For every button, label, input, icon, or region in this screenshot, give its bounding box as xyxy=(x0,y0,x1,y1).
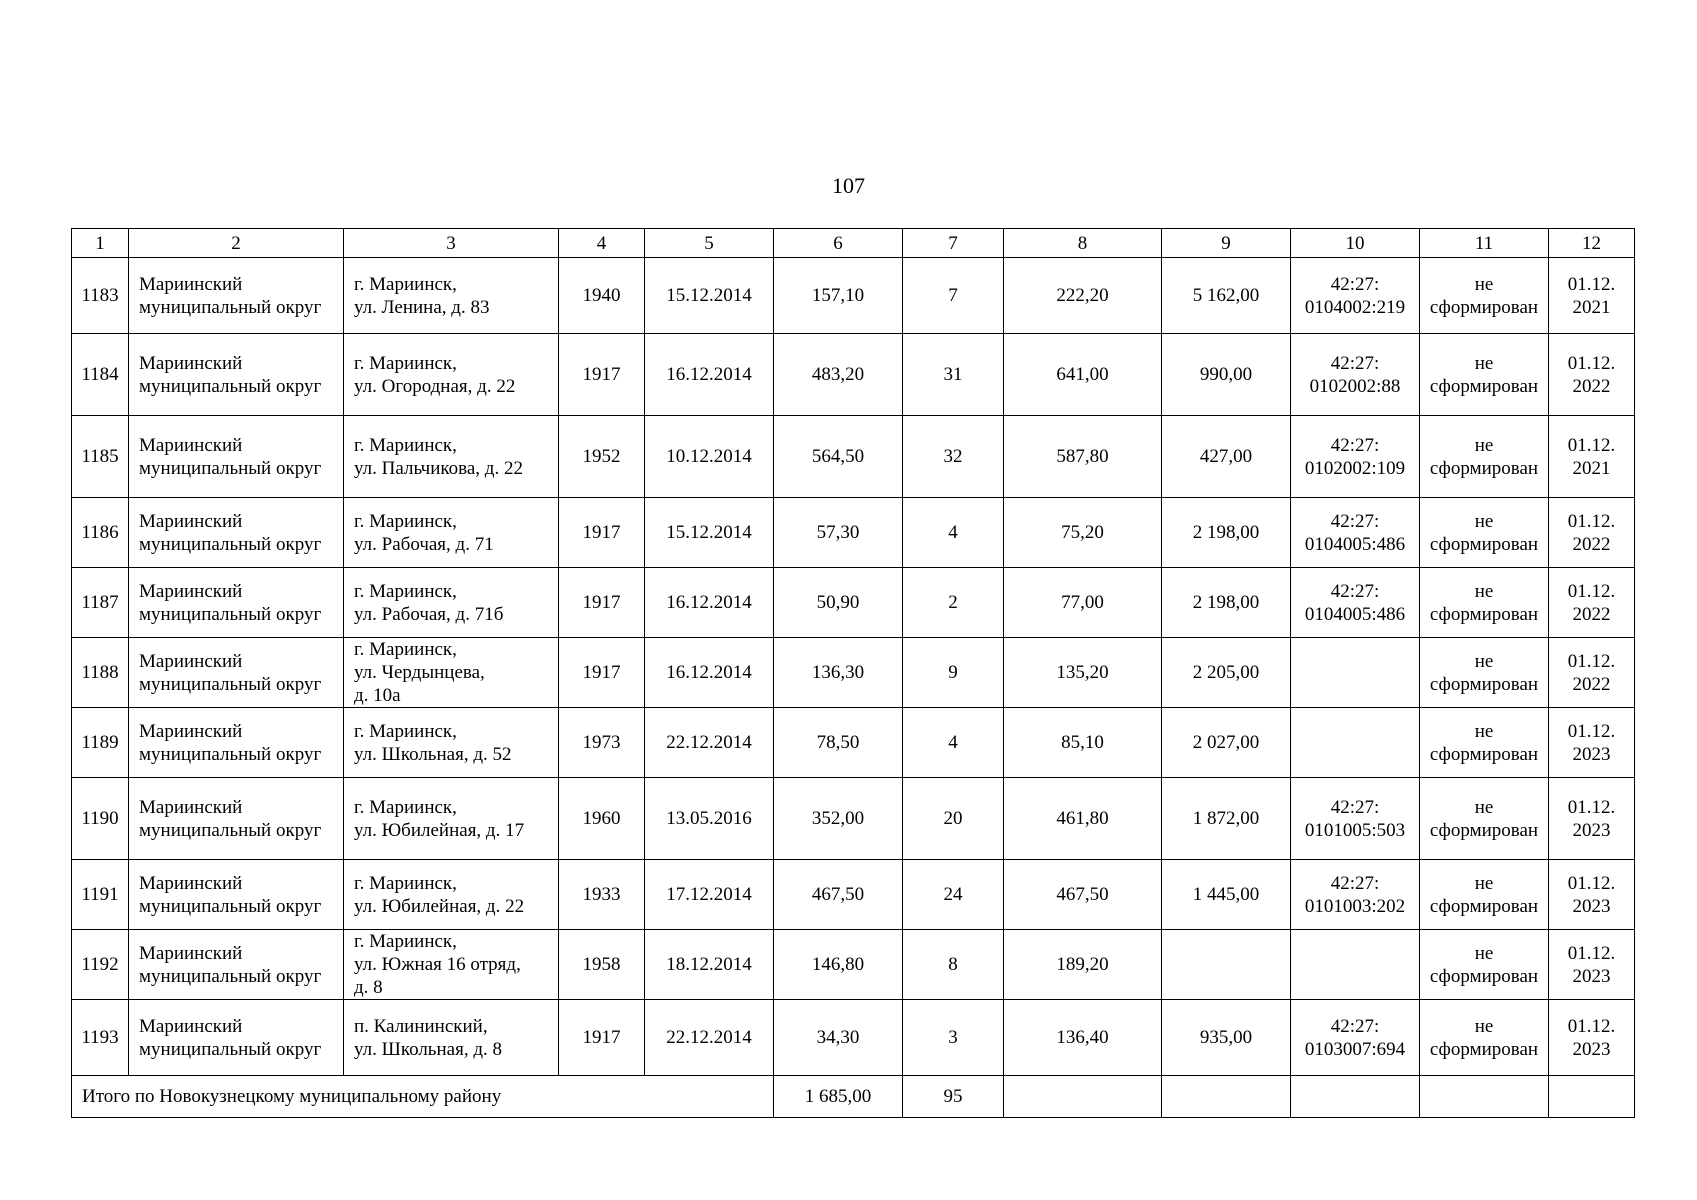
cadastre-cell xyxy=(1291,258,1420,334)
cadastre-cell xyxy=(1291,334,1420,416)
area-cell: 157,10 xyxy=(774,258,903,334)
cadastre-cell xyxy=(1291,1000,1420,1076)
term-line: 2021 xyxy=(1572,457,1611,479)
term-line: 01.12. xyxy=(1567,650,1616,672)
table-row xyxy=(72,638,1635,708)
table-row xyxy=(72,1000,1635,1076)
date-cell: 10.12.2014 xyxy=(645,416,774,498)
term-line: 2022 xyxy=(1572,603,1611,625)
cadastre-cell xyxy=(1291,638,1420,708)
column-8-cell: 222,20 xyxy=(1004,258,1162,334)
column-9-cell: 5 162,00 xyxy=(1162,258,1291,334)
area-cell: 34,30 xyxy=(774,1000,903,1076)
address-line: г. Мариинск, xyxy=(354,796,457,818)
term-cell xyxy=(1549,568,1635,638)
year-cell: 1933 xyxy=(559,860,645,930)
column-header: 2 xyxy=(129,229,344,258)
status-line: не xyxy=(1474,942,1494,964)
term-line: 2023 xyxy=(1572,819,1611,841)
municipality-cell: Мариинский муниципальный округ xyxy=(129,708,344,778)
address-line: ул. Пальчикова, д. 22 xyxy=(354,457,523,479)
status-line: не xyxy=(1474,352,1494,374)
term-cell xyxy=(1549,638,1635,708)
address-cell xyxy=(344,498,559,568)
column-9-cell: 2 027,00 xyxy=(1162,708,1291,778)
count-cell: 4 xyxy=(903,498,1004,568)
address-line: д. 8 xyxy=(354,977,383,998)
table-row xyxy=(72,930,1635,1000)
table-row xyxy=(72,708,1635,778)
municipality-cell: Мариинский муниципальный округ xyxy=(129,1000,344,1076)
count-cell: 4 xyxy=(903,708,1004,778)
year-cell: 1917 xyxy=(559,638,645,708)
term-line: 01.12. xyxy=(1567,1015,1616,1037)
cadastre-line: 0102002:88 xyxy=(1309,375,1401,397)
address-cell xyxy=(344,708,559,778)
area-cell: 352,00 xyxy=(774,778,903,860)
municipality-cell: Мариинский муниципальный округ xyxy=(129,778,344,860)
term-line: 2023 xyxy=(1572,743,1611,765)
column-header: 6 xyxy=(774,229,903,258)
status-cell xyxy=(1420,334,1549,416)
count-cell: 8 xyxy=(903,930,1004,1000)
page-number: 107 xyxy=(832,173,865,198)
column-header: 3 xyxy=(344,229,559,258)
cadastre-line: 42:27: xyxy=(1330,580,1380,602)
term-line: 2023 xyxy=(1572,895,1611,917)
column-8-cell: 189,20 xyxy=(1004,930,1162,1000)
count-cell: 31 xyxy=(903,334,1004,416)
term-line: 01.12. xyxy=(1567,273,1616,295)
area-cell: 57,30 xyxy=(774,498,903,568)
address-line: г. Мариинск, xyxy=(354,639,457,660)
row-number-cell: 1187 xyxy=(72,568,129,638)
term-cell xyxy=(1549,930,1635,1000)
count-cell: 20 xyxy=(903,778,1004,860)
status-line: сформирован xyxy=(1429,375,1539,397)
status-cell xyxy=(1420,930,1549,1000)
municipality-cell: Мариинский муниципальный округ xyxy=(129,416,344,498)
column-9-cell: 2 198,00 xyxy=(1162,498,1291,568)
address-line: ул. Юбилейная, д. 17 xyxy=(354,819,525,841)
total-empty-cell xyxy=(1420,1076,1549,1118)
cadastre-line: 42:27: xyxy=(1330,1015,1380,1037)
term-line: 01.12. xyxy=(1567,942,1616,964)
term-cell xyxy=(1549,778,1635,860)
row-number-cell: 1190 xyxy=(72,778,129,860)
term-line: 2023 xyxy=(1572,1038,1611,1060)
column-8-cell: 641,00 xyxy=(1004,334,1162,416)
column-header: 8 xyxy=(1004,229,1162,258)
cadastre-line: 42:27: xyxy=(1330,796,1380,818)
column-9-cell: 1 445,00 xyxy=(1162,860,1291,930)
cadastre-cell xyxy=(1291,568,1420,638)
cadastre-line: 0101003:202 xyxy=(1304,895,1406,917)
status-line: не xyxy=(1474,434,1494,456)
year-cell: 1917 xyxy=(559,334,645,416)
term-cell xyxy=(1549,860,1635,930)
date-cell: 18.12.2014 xyxy=(645,930,774,1000)
total-empty-cell xyxy=(1004,1076,1162,1118)
address-cell xyxy=(344,1000,559,1076)
status-line: не xyxy=(1474,580,1494,602)
table-row xyxy=(72,860,1635,930)
cadastre-line: 0104005:486 xyxy=(1304,603,1406,625)
status-line: сформирован xyxy=(1429,603,1539,625)
column-header: 10 xyxy=(1291,229,1420,258)
year-cell: 1917 xyxy=(559,498,645,568)
address-line: г. Мариинск, xyxy=(354,720,457,742)
total-area-cell: 1 685,00 xyxy=(774,1076,903,1118)
column-9-cell: 427,00 xyxy=(1162,416,1291,498)
column-8-cell: 136,40 xyxy=(1004,1000,1162,1076)
municipality-cell: Мариинский муниципальный округ xyxy=(129,334,344,416)
count-cell: 24 xyxy=(903,860,1004,930)
cadastre-cell xyxy=(1291,708,1420,778)
status-cell xyxy=(1420,568,1549,638)
area-cell: 146,80 xyxy=(774,930,903,1000)
address-cell xyxy=(344,860,559,930)
cadastre-line: 42:27: xyxy=(1330,434,1380,456)
address-cell xyxy=(344,778,559,860)
count-cell: 32 xyxy=(903,416,1004,498)
address-line: г. Мариинск, xyxy=(354,580,457,602)
term-line: 2021 xyxy=(1572,296,1611,318)
term-cell xyxy=(1549,258,1635,334)
cadastre-cell xyxy=(1291,498,1420,568)
table-header xyxy=(72,229,1635,258)
row-number-cell: 1189 xyxy=(72,708,129,778)
address-cell xyxy=(344,258,559,334)
address-line: г. Мариинск, xyxy=(354,352,457,374)
table-row xyxy=(72,258,1635,334)
status-cell xyxy=(1420,258,1549,334)
status-line: не xyxy=(1474,796,1494,818)
row-number-cell: 1191 xyxy=(72,860,129,930)
address-line: ул. Рабочая, д. 71 xyxy=(354,533,494,555)
status-line: не xyxy=(1474,720,1494,742)
row-number-cell: 1192 xyxy=(72,930,129,1000)
status-line: сформирован xyxy=(1429,895,1539,917)
column-header: 4 xyxy=(559,229,645,258)
status-cell xyxy=(1420,498,1549,568)
column-8-cell: 587,80 xyxy=(1004,416,1162,498)
row-number-cell: 1183 xyxy=(72,258,129,334)
cadastre-cell xyxy=(1291,930,1420,1000)
column-header: 1 xyxy=(72,229,129,258)
column-9-cell: 990,00 xyxy=(1162,334,1291,416)
area-cell: 78,50 xyxy=(774,708,903,778)
cadastre-line: 0104005:486 xyxy=(1304,533,1406,555)
status-line: не xyxy=(1474,1015,1494,1037)
area-cell: 467,50 xyxy=(774,860,903,930)
area-cell: 564,50 xyxy=(774,416,903,498)
term-line: 2022 xyxy=(1572,375,1611,397)
row-number-cell: 1185 xyxy=(72,416,129,498)
year-cell: 1952 xyxy=(559,416,645,498)
total-empty-cell xyxy=(1291,1076,1420,1118)
address-cell xyxy=(344,568,559,638)
term-line: 01.12. xyxy=(1567,580,1616,602)
date-cell: 17.12.2014 xyxy=(645,860,774,930)
address-cell xyxy=(344,930,559,1000)
status-cell xyxy=(1420,416,1549,498)
cadastre-cell xyxy=(1291,860,1420,930)
column-9-cell: 2 205,00 xyxy=(1162,638,1291,708)
total-label: Итого по Новокузнецкому муниципальному району xyxy=(72,1076,774,1118)
status-cell xyxy=(1420,708,1549,778)
year-cell: 1940 xyxy=(559,258,645,334)
term-line: 2023 xyxy=(1572,965,1611,987)
area-cell: 136,30 xyxy=(774,638,903,708)
status-line: не xyxy=(1474,273,1494,295)
count-cell: 9 xyxy=(903,638,1004,708)
term-cell xyxy=(1549,334,1635,416)
date-cell: 16.12.2014 xyxy=(645,334,774,416)
status-cell xyxy=(1420,778,1549,860)
year-cell: 1958 xyxy=(559,930,645,1000)
date-cell: 22.12.2014 xyxy=(645,1000,774,1076)
cadastre-line: 42:27: xyxy=(1330,273,1380,295)
row-number-cell: 1193 xyxy=(72,1000,129,1076)
table-row xyxy=(72,334,1635,416)
municipality-cell: Мариинский муниципальный округ xyxy=(129,638,344,708)
address-line: г. Мариинск, xyxy=(354,931,457,952)
address-line: ул. Школьная, д. 8 xyxy=(354,1038,502,1060)
status-line: сформирован xyxy=(1429,296,1539,318)
term-line: 01.12. xyxy=(1567,872,1616,894)
address-cell xyxy=(344,638,559,708)
date-cell: 22.12.2014 xyxy=(645,708,774,778)
status-line: сформирован xyxy=(1429,673,1539,695)
term-line: 01.12. xyxy=(1567,510,1616,532)
address-line: г. Мариинск, xyxy=(354,434,457,456)
header-row xyxy=(72,229,1635,258)
term-line: 01.12. xyxy=(1567,796,1616,818)
address-line: д. 10а xyxy=(354,685,401,706)
term-cell xyxy=(1549,416,1635,498)
year-cell: 1917 xyxy=(559,1000,645,1076)
address-line: ул. Рабочая, д. 71б xyxy=(354,603,504,625)
cadastre-cell xyxy=(1291,416,1420,498)
date-cell: 16.12.2014 xyxy=(645,638,774,708)
date-cell: 15.12.2014 xyxy=(645,498,774,568)
term-line: 01.12. xyxy=(1567,352,1616,374)
column-8-cell: 75,20 xyxy=(1004,498,1162,568)
cadastre-line: 42:27: xyxy=(1330,352,1380,374)
term-cell xyxy=(1549,1000,1635,1076)
address-line: г. Мариинск, xyxy=(354,872,457,894)
municipality-cell: Мариинский муниципальный округ xyxy=(129,258,344,334)
column-header: 5 xyxy=(645,229,774,258)
address-line: ул. Чердынцева, xyxy=(354,662,485,683)
total-empty-cell xyxy=(1162,1076,1291,1118)
year-cell: 1973 xyxy=(559,708,645,778)
status-line: сформирован xyxy=(1429,457,1539,479)
column-header: 7 xyxy=(903,229,1004,258)
cadastre-line: 0103007:694 xyxy=(1304,1038,1406,1060)
column-header: 9 xyxy=(1162,229,1291,258)
row-number-cell: 1188 xyxy=(72,638,129,708)
column-8-cell: 85,10 xyxy=(1004,708,1162,778)
column-9-cell: 2 198,00 xyxy=(1162,568,1291,638)
registry-table xyxy=(71,228,1635,1118)
year-cell: 1917 xyxy=(559,568,645,638)
row-number-cell: 1186 xyxy=(72,498,129,568)
row-number-cell: 1184 xyxy=(72,334,129,416)
address-line: ул. Огородная, д. 22 xyxy=(354,375,516,397)
status-line: не xyxy=(1474,510,1494,532)
total-row xyxy=(72,1076,1635,1118)
count-cell: 7 xyxy=(903,258,1004,334)
year-cell: 1960 xyxy=(559,778,645,860)
address-cell xyxy=(344,416,559,498)
cadastre-line: 0102002:109 xyxy=(1304,457,1406,479)
address-line: п. Калининский, xyxy=(354,1015,488,1037)
term-line: 01.12. xyxy=(1567,434,1616,456)
term-cell xyxy=(1549,708,1635,778)
total-count-cell: 95 xyxy=(903,1076,1004,1118)
cadastre-line: 42:27: xyxy=(1330,510,1380,532)
address-line: г. Мариинск, xyxy=(354,510,457,532)
status-cell xyxy=(1420,1000,1549,1076)
area-cell: 483,20 xyxy=(774,334,903,416)
term-cell xyxy=(1549,498,1635,568)
area-cell: 50,90 xyxy=(774,568,903,638)
status-line: сформирован xyxy=(1429,533,1539,555)
date-cell: 15.12.2014 xyxy=(645,258,774,334)
table-body xyxy=(72,258,1635,1118)
address-line: г. Мариинск, xyxy=(354,273,457,295)
count-cell: 2 xyxy=(903,568,1004,638)
cadastre-line: 42:27: xyxy=(1330,872,1380,894)
total-empty-cell xyxy=(1549,1076,1635,1118)
status-line: сформирован xyxy=(1429,965,1539,987)
table-row xyxy=(72,416,1635,498)
cadastre-line: 0101005:503 xyxy=(1304,819,1406,841)
term-line: 2022 xyxy=(1572,533,1611,555)
table-row xyxy=(72,778,1635,860)
cadastre-line: 0104002:219 xyxy=(1304,296,1406,318)
cadastre-cell xyxy=(1291,778,1420,860)
address-cell xyxy=(344,334,559,416)
address-line: ул. Юбилейная, д. 22 xyxy=(354,895,525,917)
table-row xyxy=(72,568,1635,638)
status-line: сформирован xyxy=(1429,1038,1539,1060)
address-line: ул. Школьная, д. 52 xyxy=(354,743,512,765)
table-row xyxy=(72,498,1635,568)
status-line: сформирован xyxy=(1429,743,1539,765)
column-8-cell: 135,20 xyxy=(1004,638,1162,708)
date-cell: 16.12.2014 xyxy=(645,568,774,638)
municipality-cell: Мариинский муниципальный округ xyxy=(129,930,344,1000)
column-header: 12 xyxy=(1549,229,1635,258)
status-cell xyxy=(1420,860,1549,930)
term-line: 01.12. xyxy=(1567,720,1616,742)
count-cell: 3 xyxy=(903,1000,1004,1076)
column-9-cell: 1 872,00 xyxy=(1162,778,1291,860)
date-cell: 13.05.2016 xyxy=(645,778,774,860)
municipality-cell: Мариинский муниципальный округ xyxy=(129,498,344,568)
column-9-cell xyxy=(1162,930,1291,1000)
column-8-cell: 467,50 xyxy=(1004,860,1162,930)
address-line: ул. Южная 16 отряд, xyxy=(354,954,521,975)
status-line: не xyxy=(1474,650,1494,672)
column-header: 11 xyxy=(1420,229,1549,258)
column-9-cell: 935,00 xyxy=(1162,1000,1291,1076)
address-line: ул. Ленина, д. 83 xyxy=(354,296,490,318)
status-cell xyxy=(1420,638,1549,708)
status-line: не xyxy=(1474,872,1494,894)
municipality-cell: Мариинский муниципальный округ xyxy=(129,860,344,930)
column-8-cell: 77,00 xyxy=(1004,568,1162,638)
term-line: 2022 xyxy=(1572,673,1611,695)
municipality-cell: Мариинский муниципальный округ xyxy=(129,568,344,638)
column-8-cell: 461,80 xyxy=(1004,778,1162,860)
status-line: сформирован xyxy=(1429,819,1539,841)
